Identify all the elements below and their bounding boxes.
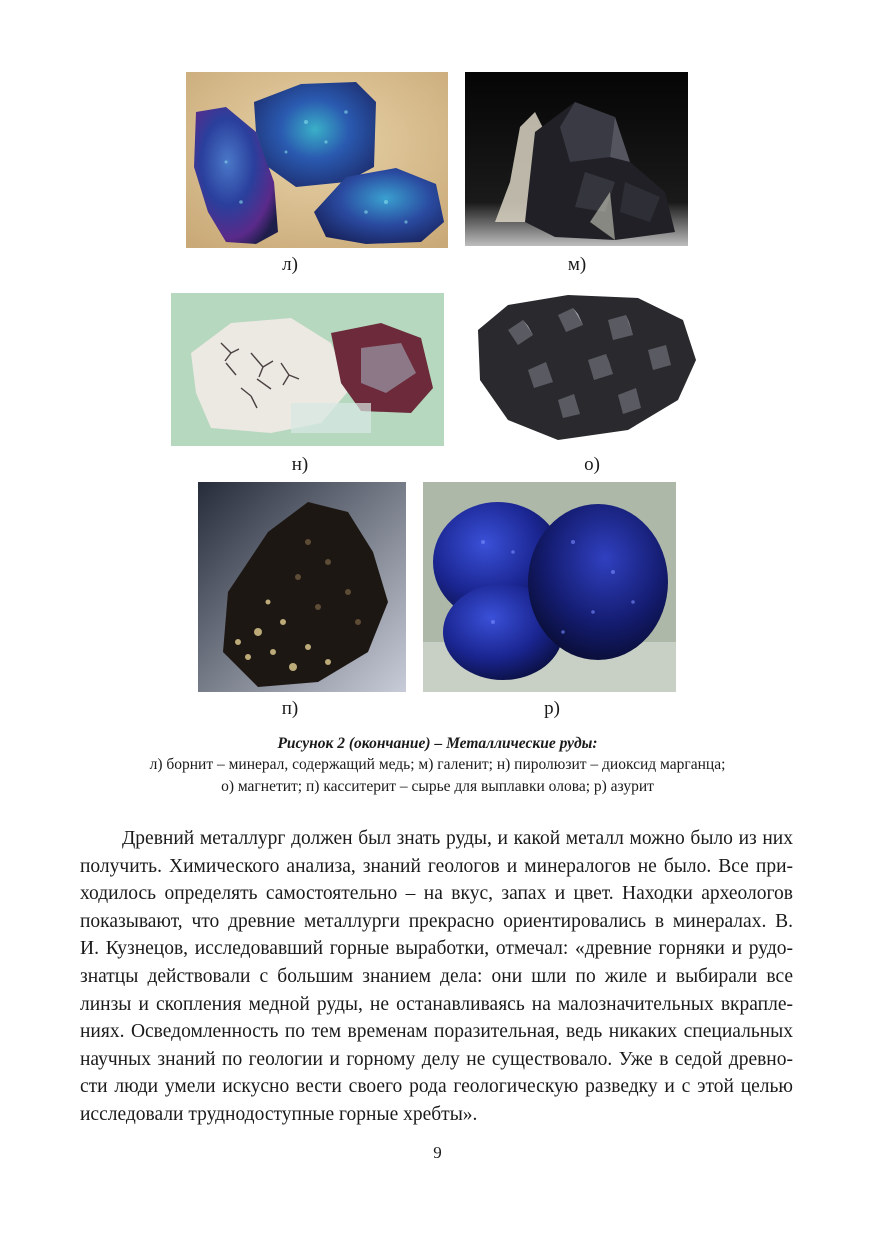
page-number: 9 bbox=[433, 1143, 442, 1162]
paragraph-line: Древний металлург должен был знать руды, и какой металл можно было из них bbox=[122, 828, 793, 849]
body-paragraph bbox=[80, 825, 793, 1129]
paragraph-line: получить. Химического анализа, знаний геологов и минералогов не было. Все при- bbox=[80, 855, 793, 877]
figure-caption-line-1: л) борнит – минерал, содержащий медь; м) галенит; н) пиролюзит – диоксид марганца; bbox=[149, 756, 726, 773]
photo-galena bbox=[465, 72, 688, 246]
photo-bornite bbox=[186, 72, 448, 248]
paragraph-line: показывают, что древние металлурги прекрасно ориентировались в минералах. В. bbox=[80, 910, 793, 932]
photo-azurite bbox=[423, 482, 676, 692]
figure-caption-title: Рисунок 2 (окончание) – Металлические руды: bbox=[277, 735, 598, 752]
panel-label-n: н) bbox=[291, 454, 309, 475]
paragraph-line: линзы и скопления медной руды, не останавливаясь на малозначительных вкрапле- bbox=[80, 993, 793, 1015]
panel-label-m: м) bbox=[567, 254, 587, 275]
paragraph-line: сти люди умели искусно вести своего рода геологическую разведку и с этой целью bbox=[80, 1076, 793, 1098]
paragraph-line: И. Кузнецов, исследовавший горные выработки, отмечал: «древние горняки и рудо- bbox=[80, 938, 793, 960]
paragraph-line: научных знаний по геологии и горному делу не существовало. Уже в седой древно- bbox=[80, 1048, 793, 1070]
panel-label-p: п) bbox=[281, 698, 299, 719]
photo-cassiterite bbox=[198, 482, 406, 692]
paragraph-line: знатцы действовали с большим знанием дела: они шли по жиле и выбирали все bbox=[80, 965, 793, 987]
paragraph-line: ходилось определять самостоятельно – на вкус, запах и цвет. Находки археологов bbox=[80, 883, 793, 905]
panel-label-o: о) bbox=[584, 454, 600, 475]
panel-label-l: л) bbox=[282, 254, 298, 275]
paragraph-line: исследовали труднодоступные горные хребты». bbox=[80, 1103, 478, 1125]
figure-caption-line-2: о) магнетит; п) касситерит – сырье для выплавки олова; р) азурит bbox=[221, 778, 654, 795]
photo-magnetite bbox=[468, 290, 698, 443]
panel-label-r: р) bbox=[544, 698, 560, 719]
paragraph-line: ниях. Осведомленность по тем временам поразительная, ведь никаких специальных bbox=[80, 1021, 793, 1043]
photo-pyrolusite bbox=[171, 293, 444, 446]
